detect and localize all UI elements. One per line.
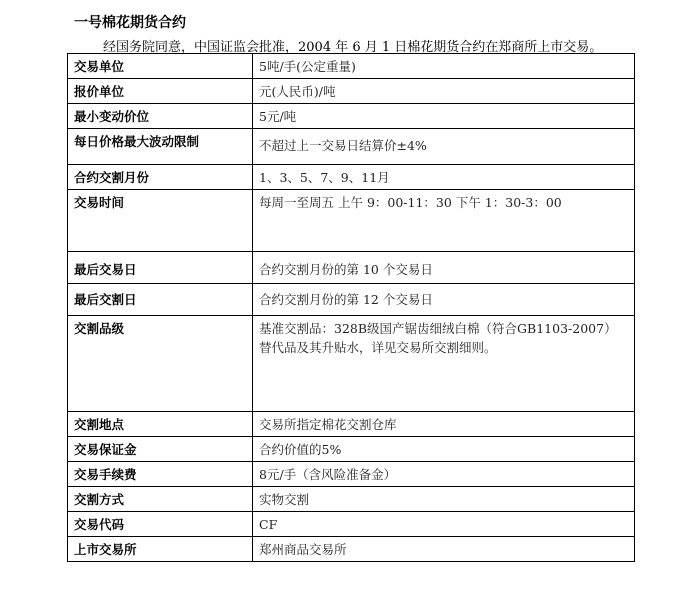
row-label: 上市交易所 (68, 537, 253, 562)
table-row (68, 190, 635, 252)
row-value-line: 基准交割品：328B级国产锯齿细绒白棉（符合GB1103-2007） (259, 321, 617, 336)
table-row (68, 252, 635, 284)
row-value: 5元/吨 (253, 104, 635, 129)
table-row (68, 54, 635, 79)
table-row (68, 79, 635, 104)
row-label: 每日价格最大波动限制 (68, 129, 253, 165)
intro-paragraph: 经国务院同意，中国证监会批准，2004 年 6 月 1 日棉花期货合约在郑商所上市交易。 (103, 40, 603, 55)
row-label: 最小变动价位 (68, 104, 253, 129)
row-label: 交易时间 (68, 190, 253, 252)
row-value: 不超过上一交易日结算价±4% (253, 129, 635, 165)
table-row (68, 537, 635, 562)
row-value: 1、3、5、7、9、11月 (253, 165, 635, 190)
row-label: 报价单位 (68, 79, 253, 104)
table-row (68, 284, 635, 316)
row-label: 交割方式 (68, 487, 253, 512)
table-row (68, 462, 635, 487)
row-value: 8元/手（含风险准备金） (253, 462, 635, 487)
contract-spec-table (67, 53, 635, 562)
table-row (68, 487, 635, 512)
table-row (68, 165, 635, 190)
row-value: 合约价值的5% (253, 437, 635, 462)
row-value: CF (253, 512, 635, 537)
row-label: 交割品级 (68, 316, 253, 412)
row-value: 元(人民币)/吨 (253, 79, 635, 104)
row-label: 交易保证金 (68, 437, 253, 462)
row-label: 交易手续费 (68, 462, 253, 487)
row-label: 合约交割月份 (68, 165, 253, 190)
document-title: 一号棉花期货合约 (74, 15, 186, 31)
table-row (68, 316, 635, 412)
row-value: 郑州商品交易所 (253, 537, 635, 562)
row-value: 实物交割 (253, 487, 635, 512)
table-row (68, 412, 635, 437)
row-label: 最后交易日 (68, 252, 253, 284)
row-value (253, 316, 635, 412)
table-row (68, 104, 635, 129)
row-label: 交易代码 (68, 512, 253, 537)
row-value-line: 替代品及其升贴水，详见交易所交割细则。 (259, 340, 497, 355)
table-row (68, 129, 635, 165)
table-row (68, 512, 635, 537)
row-value: 合约交割月份的第 10 个交易日 (253, 252, 635, 284)
row-label: 最后交割日 (68, 284, 253, 316)
row-value: 合约交割月份的第 12 个交易日 (253, 284, 635, 316)
row-value: 5吨/手(公定重量) (253, 54, 635, 79)
row-value: 每周一至周五 上午 9：00-11：30 下午 1：30-3：00 (253, 190, 635, 252)
row-label: 交易单位 (68, 54, 253, 79)
row-value: 交易所指定棉花交割仓库 (253, 412, 635, 437)
table-row (68, 437, 635, 462)
row-label: 交割地点 (68, 412, 253, 437)
